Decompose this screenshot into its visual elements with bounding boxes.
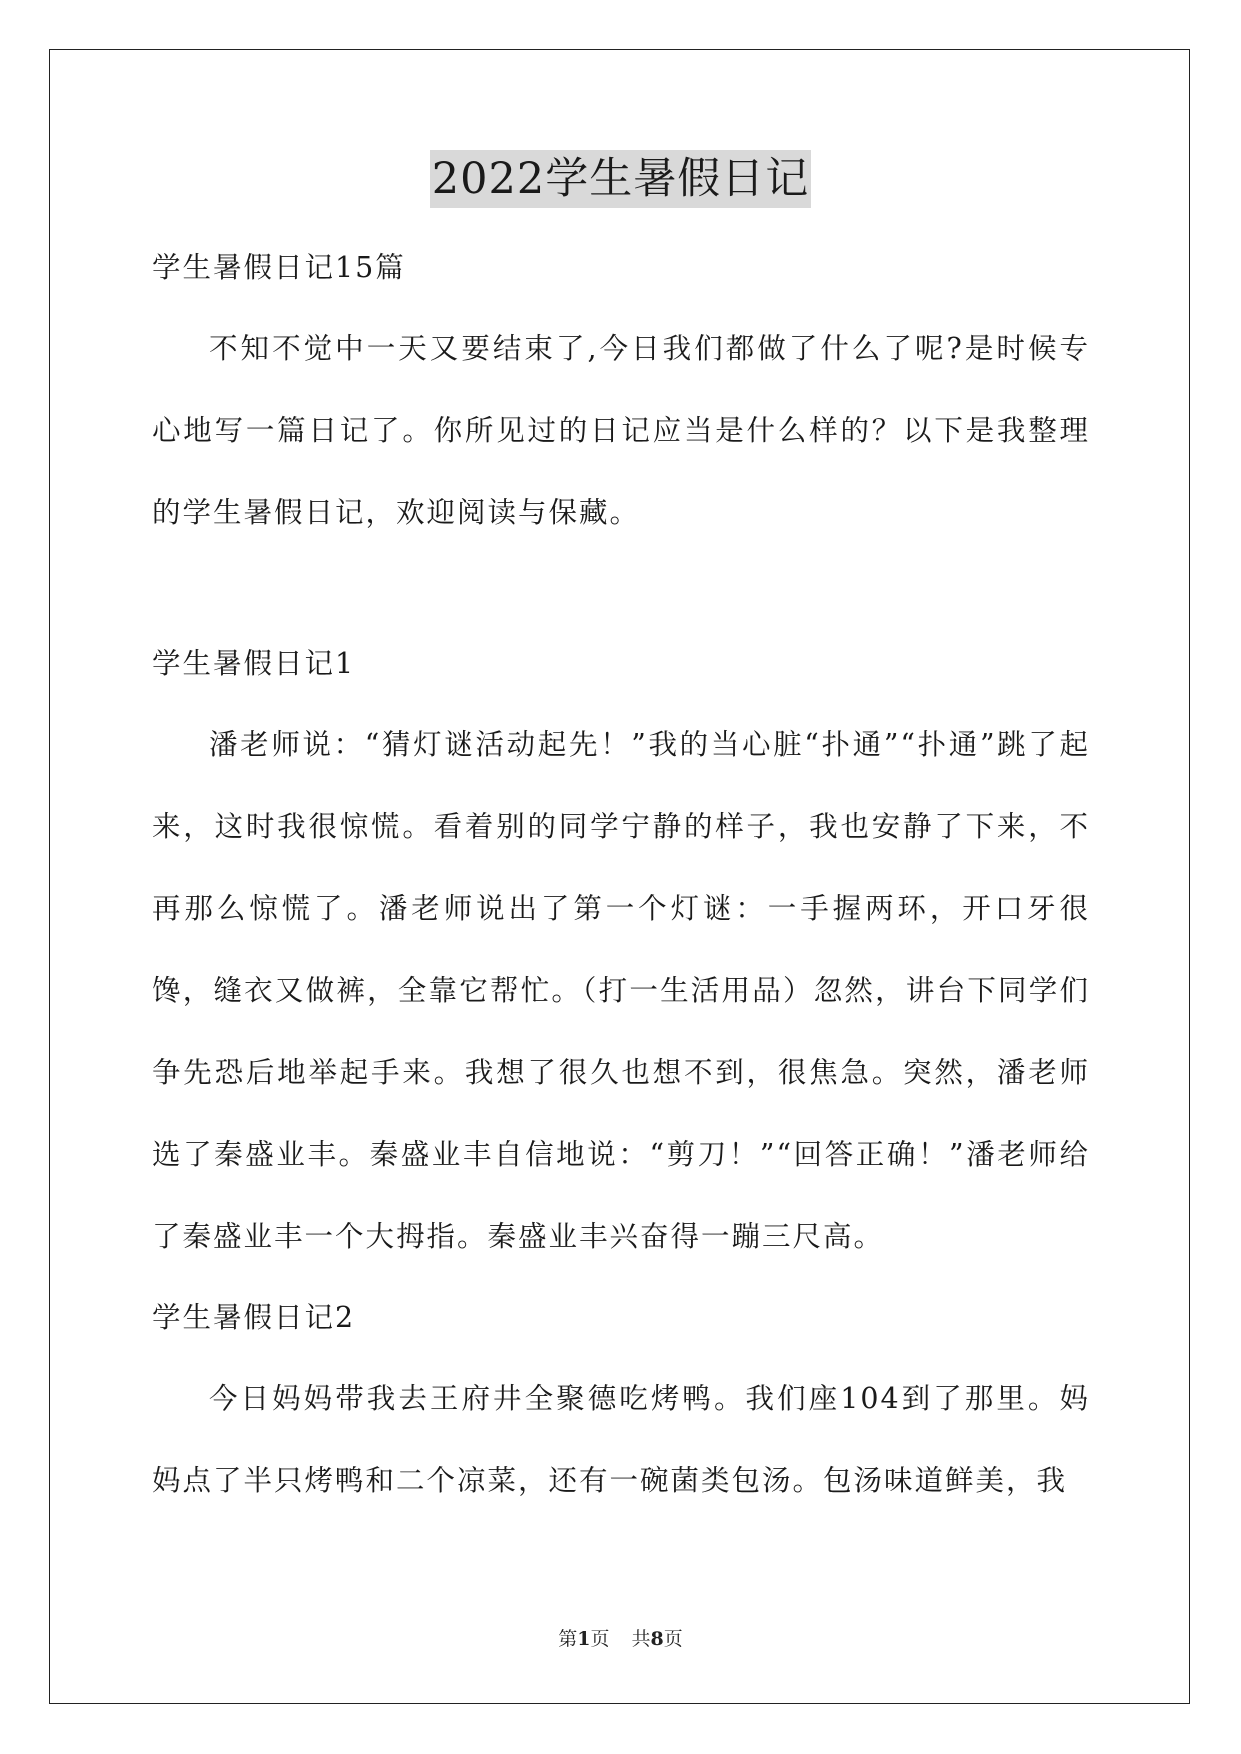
section-heading-2: 学生暑假日记2 bbox=[152, 1301, 356, 1334]
page-prefix: 第 bbox=[558, 1628, 578, 1650]
section-spacer bbox=[152, 554, 1090, 624]
section-heading-1: 学生暑假日记1 bbox=[152, 647, 356, 680]
total-prefix: 共 bbox=[631, 1628, 651, 1650]
document-body bbox=[152, 228, 1090, 1522]
total-suffix: 页 bbox=[663, 1628, 683, 1650]
page-footer bbox=[0, 1624, 1241, 1651]
page-suffix: 页 bbox=[590, 1628, 610, 1650]
total-pages-number: 8 bbox=[650, 1628, 664, 1650]
section-body-1: 潘老师说：“猜灯谜活动起先！”我的当心脏“扑通”“扑通”跳了起来，这时我很惊慌。看着别的同学宁静的样子，我也安静了下来，不再那么惊慌了。潘老师说出了第一个灯谜：一手握两环，开口牙很馋，缝衣又做裤，全靠它帮忙。（打一生活用品）忽然，讲台下同学们争先恐后地举起手来。我想了很久也想不到，很焦急。突然，潘老师选了秦盛业丰。秦盛业丰自信地说：“剪刀！”“回答正确！”潘老师给了秦盛业丰一个大拇指。秦盛业丰兴奋得一蹦三尺高。 bbox=[152, 728, 1090, 1253]
section-body-2: 今日妈妈带我去王府井全聚德吃烤鸭。我们座104到了那里。妈妈点了半只烤鸭和二个凉菜，还有一碗菌类包汤。包汤味道鲜美，我 bbox=[152, 1382, 1090, 1497]
document-subtitle: 学生暑假日记15篇 bbox=[152, 251, 406, 284]
current-page-number: 1 bbox=[577, 1628, 591, 1650]
document-title: 2022学生暑假日记 bbox=[430, 150, 811, 208]
title-container bbox=[0, 150, 1241, 208]
intro-paragraph: 不知不觉中一天又要结束了,今日我们都做了什么了呢?是时候专心地写一篇日记了。你所见过的日记应当是什么样的？以下是我整理的学生暑假日记，欢迎阅读与保藏。 bbox=[152, 332, 1090, 529]
